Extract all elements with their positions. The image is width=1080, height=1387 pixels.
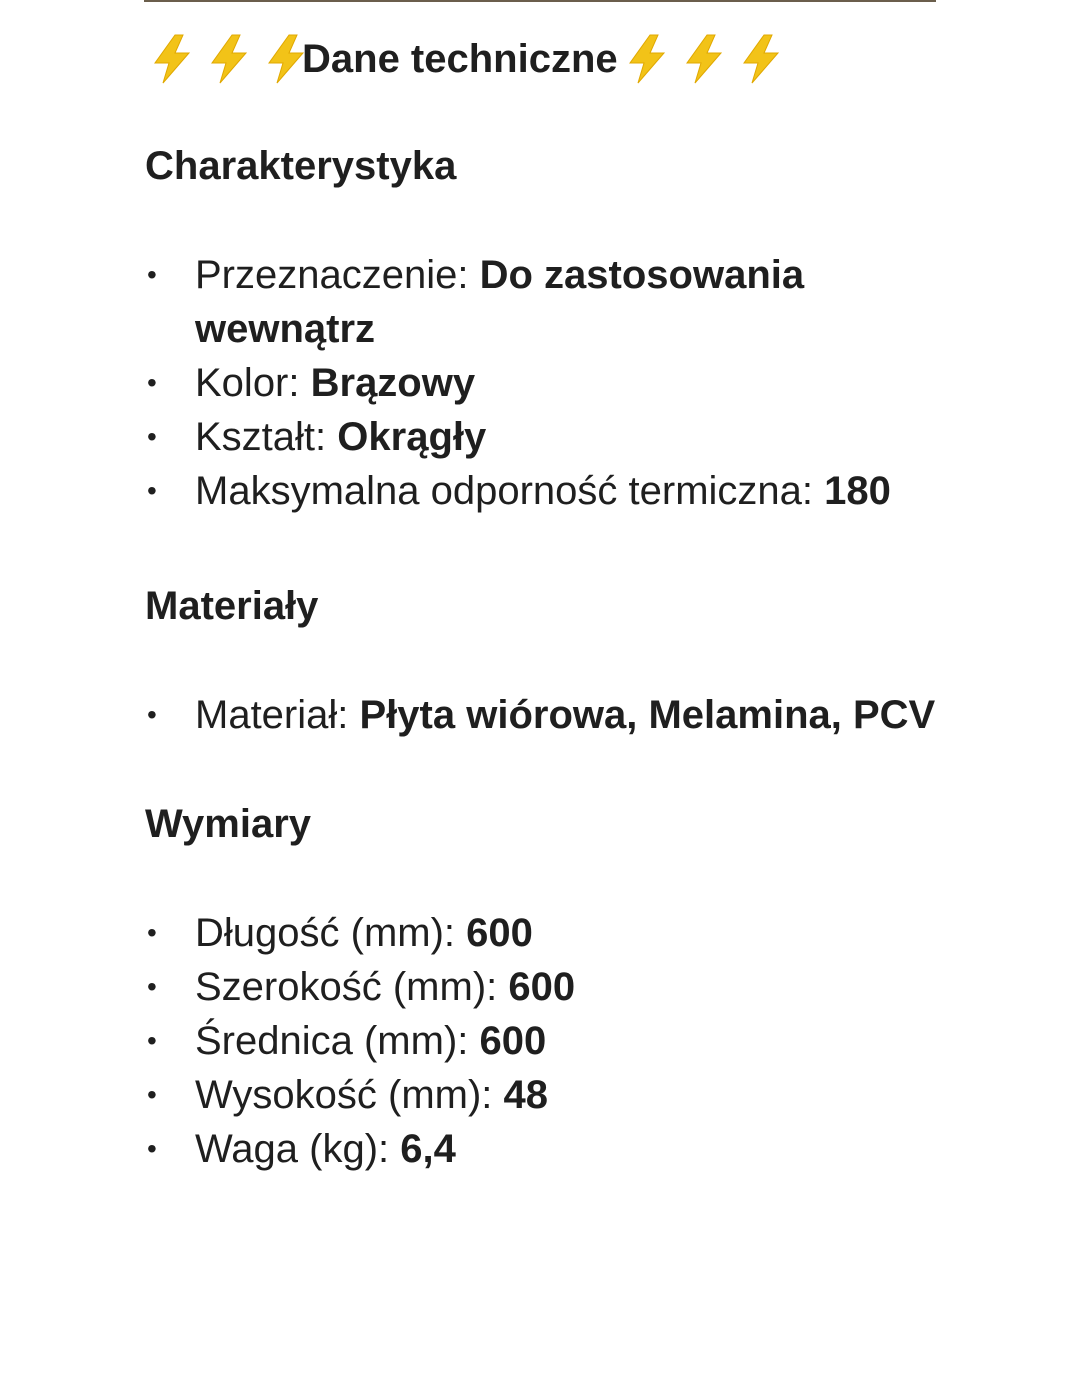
spec-value: 600 (479, 1019, 547, 1063)
list-item (145, 688, 945, 742)
spec-value: 600 (466, 911, 533, 955)
spec-label: Długość (mm): (195, 911, 467, 955)
bullet: • (147, 699, 157, 730)
high-voltage-icon (202, 33, 259, 85)
spec-label: Kolor: (195, 361, 311, 405)
section-heading-wymiary: Wymiary (145, 802, 312, 846)
spec-list-charakterystyka (145, 248, 945, 518)
section-heading-charakterystyka: Charakterystyka (145, 144, 457, 188)
spec-value: 48 (503, 1073, 549, 1117)
spec-list-materialy (145, 688, 945, 742)
list-item (145, 464, 945, 518)
spec-label: Kształt: (195, 415, 338, 459)
list-item (145, 960, 945, 1014)
page-title-text: Dane techniczne (302, 37, 618, 81)
spec-label: Szerokość (mm): (195, 965, 509, 1009)
bullet: • (147, 917, 157, 948)
list-item (145, 1068, 945, 1122)
top-divider (144, 0, 936, 2)
technical-data-panel (145, 30, 945, 1176)
spec-label: Przeznaczenie: (195, 253, 480, 297)
high-voltage-icon (145, 33, 202, 85)
list-item (145, 410, 945, 464)
spec-label: Materiał: (195, 693, 360, 737)
bullet: • (147, 367, 157, 398)
spec-list-wymiary (145, 906, 945, 1176)
list-item (145, 1014, 945, 1068)
bullet: • (147, 259, 157, 290)
spec-label: Maksymalna odporność termiczna: (195, 469, 825, 513)
spec-value: 6,4 (400, 1127, 456, 1171)
list-item (145, 906, 945, 960)
list-item (145, 248, 945, 356)
spec-label: Średnica (mm): (195, 1019, 480, 1063)
spec-value: 180 (824, 469, 891, 513)
spec-value: 600 (508, 965, 576, 1009)
high-voltage-icon (677, 33, 734, 85)
bullet: • (147, 971, 157, 1002)
bullet: • (147, 1025, 157, 1056)
spec-label: Wysokość (mm): (195, 1073, 504, 1117)
bullet: • (147, 475, 157, 506)
bullet: • (147, 1079, 157, 1110)
list-item (145, 356, 945, 410)
spec-label: Waga (kg): (195, 1127, 401, 1171)
list-item (145, 1122, 945, 1176)
bullet: • (147, 1133, 157, 1164)
page-title (145, 30, 945, 88)
high-voltage-icon (734, 33, 791, 85)
bullet: • (147, 421, 157, 452)
spec-value: Okrągły (337, 415, 487, 459)
high-voltage-icon (620, 33, 677, 85)
section-heading-materialy: Materiały (145, 584, 319, 628)
spec-value: Do zastosowania wewnątrz (195, 253, 805, 351)
spec-value: Płyta wiórowa, Melamina, PCV (359, 693, 936, 737)
spec-value: Brązowy (310, 361, 476, 405)
